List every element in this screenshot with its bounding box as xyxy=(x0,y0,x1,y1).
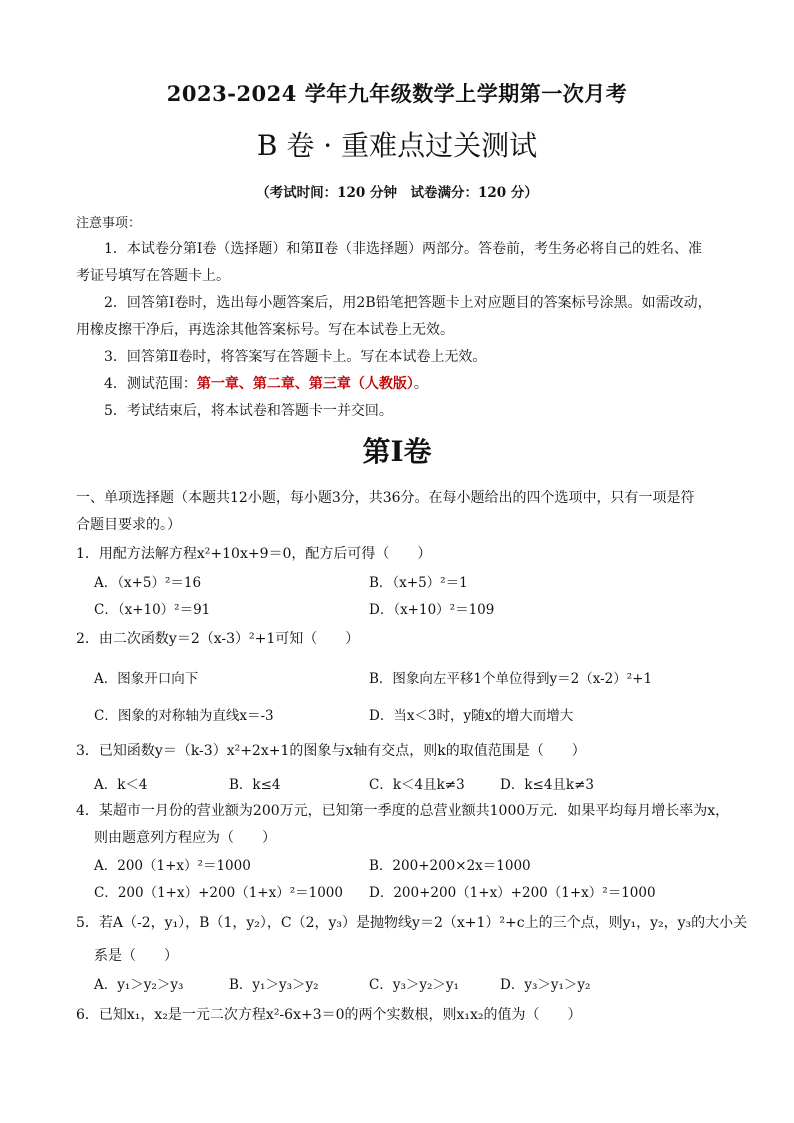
question-1-stem: 1．用配方法解方程x²+10x+9＝0，配方后可得（ ） xyxy=(76,546,432,562)
exam-title: 2023-2024 学年九年级数学上学期第一次月考 xyxy=(166,81,628,106)
q1-option-b: B．（x+5）²＝1 xyxy=(369,575,468,591)
note-line: 2．回答第Ⅰ卷时，选出每小题答案后，用2B铅笔把答题卡上对应题目的答案标号涂黑。如需改动， xyxy=(104,295,712,311)
section-title: 第Ⅰ卷 xyxy=(362,435,432,468)
note-line: 用橡皮擦干净后，再选涂其他答案标号。写在本试卷上无效。 xyxy=(76,322,454,338)
q5-option-b: B．y₁＞y₃＞y₂ xyxy=(229,977,319,993)
q1-option-d: D．（x+10）²＝109 xyxy=(369,602,495,618)
question-4-stem-cont: 则由题意列方程应为（ ） xyxy=(94,830,276,846)
note-range-prefix: 4．测试范围： xyxy=(104,376,197,392)
note-line-range xyxy=(104,373,428,393)
q2-option-d: D．当x＜3时，y随x的增大而增大 xyxy=(369,708,574,724)
q4-option-d: D．200+200（1+x）+200（1+x）²＝1000 xyxy=(369,885,656,901)
note-line: 3．回答第Ⅱ卷时，将答案写在答题卡上。写在本试卷上无效。 xyxy=(104,349,487,365)
question-6-stem: 6．已知x₁，x₂是一元二次方程x²-6x+3＝0的两个实数根，则x₁x₂的值为（ ） xyxy=(76,1007,582,1023)
q2-option-a: A．图象开口向下 xyxy=(94,671,199,687)
question-2-stem: 2．由二次函数y＝2（x-3）²+1可知（ ） xyxy=(76,631,360,647)
q3-option-c: C．k＜4且k≠3 xyxy=(369,777,465,793)
q5-option-a: A．y₁＞y₂＞y₃ xyxy=(94,977,184,993)
note-line: 5．考试结束后，将本试卷和答题卡一并交回。 xyxy=(104,403,393,419)
q4-option-a: A．200（1+x）²＝1000 xyxy=(94,858,251,874)
question-5-stem: 5．若A（-2，y₁），B（1，y₂），C（2，y₃）是抛物线y＝2（x+1）²+c上的三个点，则y₁，y₂，y₃的大小关 xyxy=(76,915,748,931)
notes-heading: 注意事项： xyxy=(76,216,142,231)
question-5-stem-cont: 系是（ ） xyxy=(94,948,178,964)
q3-option-d: D．k≤4且k≠3 xyxy=(500,777,594,793)
note-range-suffix: 。 xyxy=(413,376,428,392)
exam-subtitle: B 卷 · 重难点过关测试 xyxy=(256,129,538,162)
note-line: 1．本试卷分第Ⅰ卷（选择题）和第Ⅱ卷（非选择题）两部分。答卷前，考生务必将自己的姓名、准 xyxy=(104,241,702,257)
question-4-stem: 4．某超市一月份的营业额为200万元，已知第一季度的总营业额共1000万元．如果平均每月增长率为x， xyxy=(76,803,730,819)
q4-option-c: C．200（1+x）+200（1+x）²＝1000 xyxy=(94,885,343,901)
q3-option-b: B．k≤4 xyxy=(229,777,281,793)
question-3-stem: 3．已知函数y＝（k-3）x²+2x+1的图象与x轴有交点，则k的取值范围是（ ） xyxy=(76,743,586,759)
q5-option-d: D．y₃＞y₁＞y₂ xyxy=(500,977,591,993)
q2-option-c: C．图象的对称轴为直线x＝-3 xyxy=(94,708,274,724)
q5-option-c: C．y₃＞y₂＞y₁ xyxy=(369,977,459,993)
q3-option-a: A．k＜4 xyxy=(94,777,148,793)
q1-option-c: C．（x+10）²＝91 xyxy=(94,602,211,618)
q1-option-a: A．（x+5）²＝16 xyxy=(94,575,202,591)
note-range-chapters: 第一章、第二章、第三章（人教版） xyxy=(196,376,414,392)
q2-option-b: B．图象向左平移1个单位得到y＝2（x-2）²+1 xyxy=(369,671,653,687)
section-instruction: 一、单项选择题（本题共12小题，每小题3分，共36分。在每小题给出的四个选项中，只有一项是符 xyxy=(76,490,695,506)
section-instruction: 合题目要求的。） xyxy=(76,517,181,533)
note-line: 考证号填写在答题卡上。 xyxy=(76,268,230,284)
q4-option-b: B．200+200×2x＝1000 xyxy=(369,858,531,874)
exam-info: （考试时间：120 分钟 试卷满分：120 分） xyxy=(256,185,538,201)
